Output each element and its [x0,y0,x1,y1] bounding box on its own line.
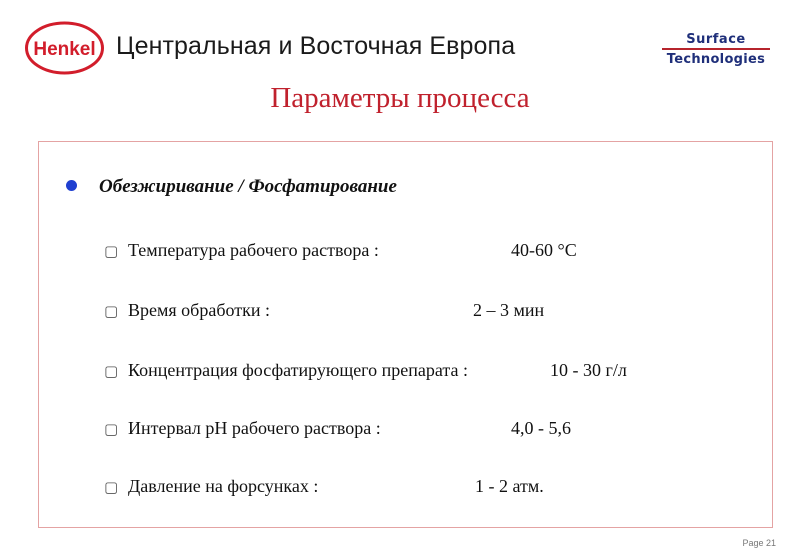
henkel-logo-text: Henkel [33,39,96,60]
brand-line-2: Technologies [666,52,766,67]
param-row-ph [104,418,571,442]
param-label: Интервал pH рабочего раствора : [128,418,381,438]
header-title: Центральная и Восточная Европа [116,32,516,60]
param-label: Время обработки : [128,300,270,320]
brand-line-1: Surface [686,32,746,47]
param-value: 2 – 3 мин [473,300,545,320]
param-row-temperature [104,240,577,264]
param-label: Температура рабочего раствора : [128,240,379,260]
section-heading-text: Обезжиривание / Фосфатирование [99,176,397,197]
checkbox-glyph-icon: ▢ [104,478,119,496]
surface-technologies-logo [654,32,778,68]
bullet-dot-icon [66,180,77,191]
brand-divider [662,48,770,50]
content-frame [38,141,773,528]
param-value: 40-60 °С [511,240,577,260]
param-row-concentration [104,360,627,384]
slide-title: Параметры процесса [270,82,530,114]
param-label: Концентрация фосфатирующего препарата : [128,360,468,380]
checkbox-glyph-icon: ▢ [104,242,119,260]
checkbox-glyph-icon: ▢ [104,420,119,438]
param-value: 1 - 2 атм. [475,476,544,496]
henkel-logo [24,20,105,76]
section-heading [66,176,397,198]
checkbox-glyph-icon: ▢ [104,362,119,380]
param-value: 4,0 - 5,6 [511,418,571,438]
param-value: 10 - 30 г/л [550,360,627,380]
page-number: Page 21 [742,538,776,548]
param-row-time [104,300,545,324]
param-label: Давление на форсунках : [128,476,319,496]
checkbox-glyph-icon: ▢ [104,302,119,320]
param-row-pressure [104,476,544,500]
